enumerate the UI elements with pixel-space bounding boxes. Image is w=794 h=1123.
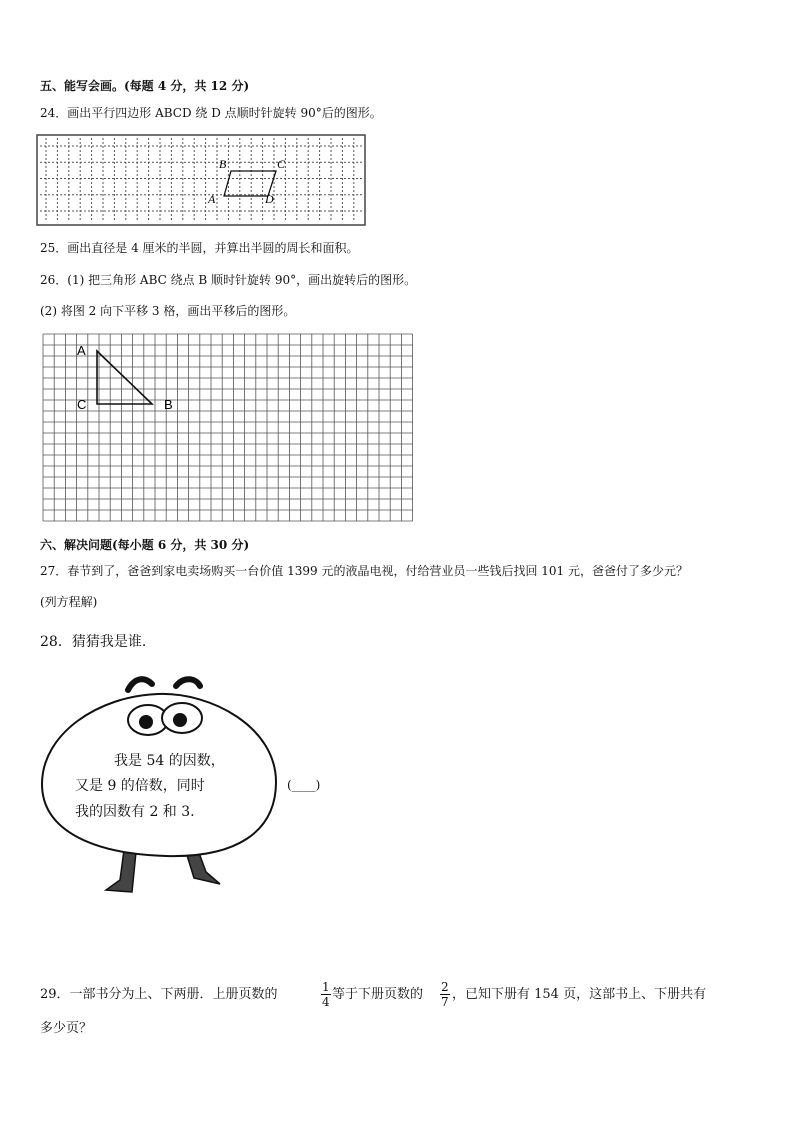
q25-text: 25．画出直径是 4 厘米的半圆，并算出半圆的周长和面积。	[40, 241, 359, 255]
q24-label-D: D	[265, 192, 274, 206]
q28-answer-blank[interactable]: (____)	[287, 778, 321, 792]
q29-frac1-num: 1	[322, 980, 330, 994]
q29-part2: 等于下册页数的	[332, 987, 424, 1002]
q29-line2: 多少页？	[40, 1021, 93, 1036]
q26-label-A: A	[77, 343, 86, 358]
q26-text2: (2) 将图 2 向下平移 3 格，画出平移后的图形。	[40, 304, 296, 318]
q26-label-C: C	[77, 397, 87, 412]
q24-label-B: B	[219, 157, 227, 171]
bubble-line-3: 我的因数有 2 和 3.	[75, 804, 195, 820]
bubble-line-2: 又是 9 的倍数，同时	[75, 778, 205, 794]
q29-part1: 29．一部书分为上、下两册．上册页数的	[40, 987, 278, 1002]
q26-label-B: B	[164, 397, 173, 412]
q24-text: 24．画出平行四边形 ABCD 绕 D 点顺时针旋转 90°后的图形。	[40, 106, 382, 120]
q27-note: (列方程解)	[40, 595, 98, 609]
q26-text1: 26．(1) 把三角形 ABC 绕点 B 顺时针旋转 90°，画出旋转后的图形。	[40, 273, 417, 287]
left-eyebrow	[128, 679, 152, 690]
q29-fraction-1	[321, 981, 331, 1008]
q29-frac1-den: 4	[322, 995, 330, 1009]
bubble-line-1: 我是 54 的因数，	[114, 753, 225, 769]
q27-text: 27．春节到了，爸爸到家电卖场购买一台价值 1399 元的液晶电视，付给营业员一些钱后找回 101 元，爸爸付了多少元？	[40, 564, 688, 578]
q29-fraction-2	[440, 981, 450, 1008]
right-eyebrow	[176, 679, 200, 686]
q29-part3: ，已知下册有 154 页，这部书上、下册共有	[452, 987, 707, 1002]
q24-label-C: C	[277, 157, 286, 171]
q29-frac2-num: 2	[441, 980, 449, 994]
q28-title: 28．猜猜我是谁.	[40, 634, 147, 650]
section5-heading: 五、能写会画。(每题 4 分，共 12 分)	[40, 79, 250, 93]
q24-label-A: A	[208, 192, 216, 206]
q29-frac2-den: 7	[441, 995, 449, 1009]
q26-square-grid	[42, 333, 416, 523]
q24-dotted-grid	[36, 134, 366, 226]
section6-heading: 六、解决问题(每小题 6 分，共 30 分)	[40, 538, 250, 552]
